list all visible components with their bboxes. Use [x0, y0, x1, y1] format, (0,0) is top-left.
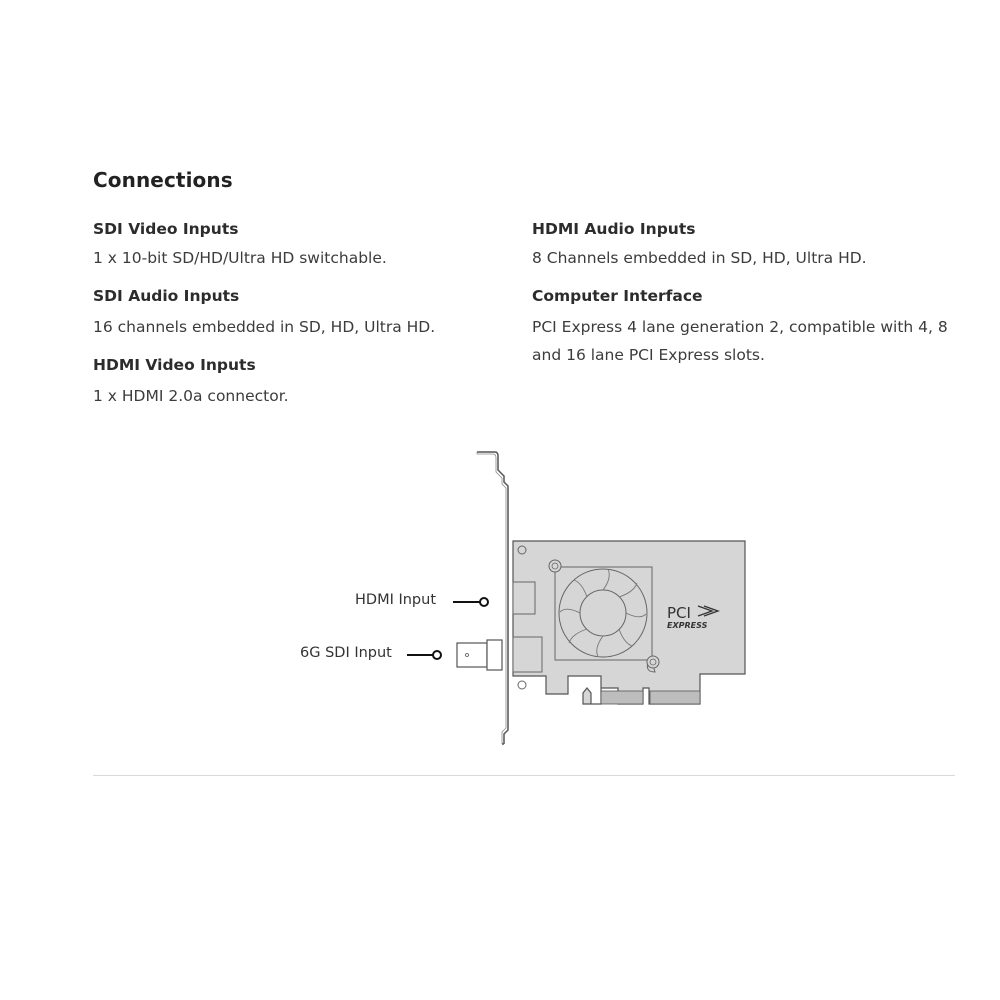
specs-left-column [93, 218, 513, 423]
spec-sdi-audio-inputs [93, 285, 513, 341]
spec-text: 1 x HDMI 2.0a connector. [93, 387, 289, 405]
section-title: Connections [93, 168, 233, 192]
spec-hdmi-audio-inputs [532, 218, 962, 272]
svg-text:PCI: PCI [667, 604, 691, 622]
spec-computer-interface [532, 285, 962, 369]
spec-text: PCI Express 4 lane generation 2, compatible with 4, 8 and 16 lane PCI Express slots. [532, 318, 948, 364]
spec-text: 8 Channels embedded in SD, HD, Ultra HD. [532, 249, 867, 267]
spec-sdi-video-inputs [93, 218, 513, 272]
svg-text:EXPRESS: EXPRESS [667, 621, 708, 630]
pcie-card-diagram [290, 440, 760, 760]
spec-heading: HDMI Audio Inputs [532, 220, 696, 238]
spec-hdmi-video-inputs [93, 354, 513, 410]
spec-text: 16 channels embedded in SD, HD, Ultra HD. [93, 318, 436, 336]
hdmi-input-label: HDMI Input [355, 592, 437, 608]
spec-heading: SDI Video Inputs [93, 220, 239, 238]
spec-heading: Computer Interface [532, 287, 703, 305]
specs-right-column [532, 218, 962, 382]
spec-heading: SDI Audio Inputs [93, 287, 240, 305]
sdi-input-label: 6G SDI Input [300, 645, 392, 661]
section-divider [93, 775, 955, 776]
spec-text: 1 x 10-bit SD/HD/Ultra HD switchable. [93, 249, 387, 267]
spec-heading: HDMI Video Inputs [93, 356, 256, 374]
